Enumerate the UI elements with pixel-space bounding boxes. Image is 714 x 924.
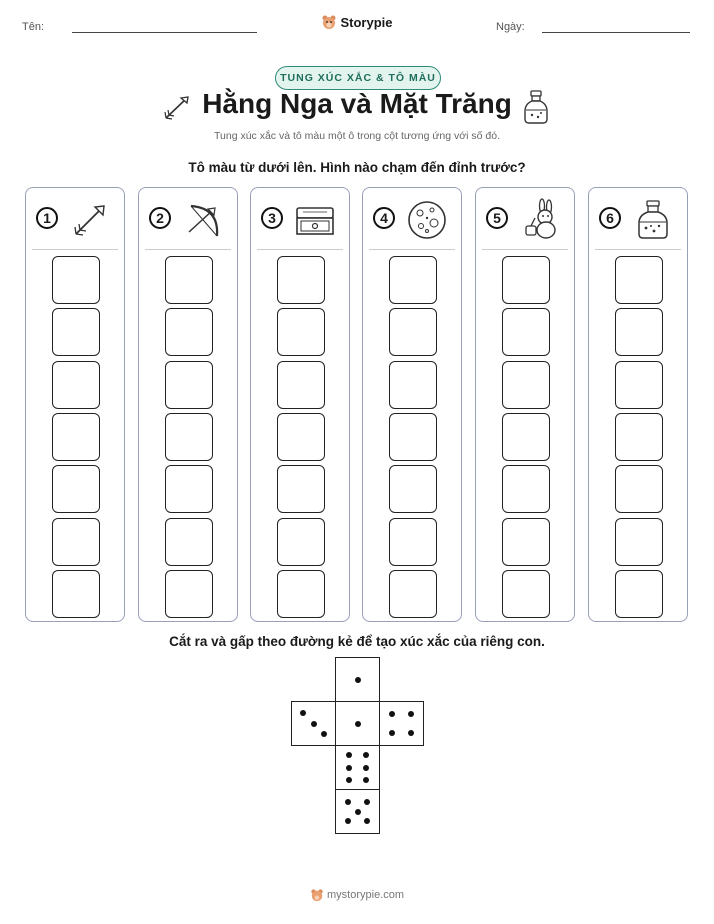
color-cell[interactable] (502, 308, 550, 356)
color-cell[interactable] (502, 361, 550, 409)
bear-logo-icon (321, 14, 337, 33)
color-cell[interactable] (615, 518, 663, 566)
color-cell[interactable] (615, 308, 663, 356)
column-3 (250, 187, 350, 622)
color-cell[interactable] (277, 361, 325, 409)
color-cell[interactable] (389, 361, 437, 409)
die-face (335, 745, 380, 790)
column-divider (595, 249, 681, 250)
brand-logo (0, 14, 714, 33)
color-cell[interactable] (502, 256, 550, 304)
die-face (335, 657, 380, 702)
die-pip (355, 677, 361, 683)
color-cell[interactable] (277, 518, 325, 566)
color-cell[interactable] (615, 465, 663, 513)
die-pip (363, 752, 369, 758)
name-label: Tên: (22, 21, 45, 33)
instruction-text: Tô màu từ dưới lên. Hình nào chạm đến đỉnh trước? (188, 160, 526, 175)
color-cell[interactable] (615, 361, 663, 409)
chest-icon (293, 198, 337, 242)
bow-icon (181, 198, 225, 242)
die-pip (364, 799, 370, 805)
column-number: 6 (599, 207, 621, 229)
color-cell[interactable] (389, 413, 437, 461)
die-pip (408, 730, 414, 736)
date-label: Ngày: (496, 21, 525, 33)
column-6 (588, 187, 688, 622)
column-divider (145, 249, 231, 250)
column-4 (362, 187, 462, 622)
color-cell[interactable] (52, 413, 100, 461)
rabbit-icon (518, 198, 562, 242)
die-pip (311, 721, 317, 727)
die-pip (345, 799, 351, 805)
die-pip (408, 711, 414, 717)
color-cell[interactable] (52, 570, 100, 618)
potion-icon (522, 89, 550, 125)
color-cell[interactable] (52, 465, 100, 513)
die-pip (300, 710, 306, 716)
page-subtitle: Tung xúc xắc và tô màu một ô trong cột tương ứng với số đó. (214, 130, 500, 142)
color-cell[interactable] (277, 570, 325, 618)
color-cell[interactable] (502, 570, 550, 618)
color-cell[interactable] (52, 518, 100, 566)
die-face (335, 789, 380, 834)
color-cell[interactable] (165, 413, 213, 461)
die-pip (389, 730, 395, 736)
color-cell[interactable] (277, 413, 325, 461)
die-face (335, 701, 380, 746)
color-cell[interactable] (165, 361, 213, 409)
color-cell[interactable] (502, 518, 550, 566)
activity-badge: TUNG XÚC XẮC & TÔ MÀU (275, 66, 441, 90)
color-cell[interactable] (52, 308, 100, 356)
die-face (379, 701, 424, 746)
die-pip (345, 818, 351, 824)
dice-instruction: Cắt ra và gấp theo đường kẻ để tạo xúc xắc của riêng con. (169, 634, 545, 649)
color-cell[interactable] (615, 413, 663, 461)
column-number: 4 (373, 207, 395, 229)
die-pip (321, 731, 327, 737)
die-pip (355, 809, 361, 815)
color-cell[interactable] (165, 308, 213, 356)
footer (0, 888, 714, 902)
moon-icon (405, 198, 449, 242)
arrow-icon (68, 198, 112, 242)
color-cell[interactable] (277, 308, 325, 356)
column-number: 3 (261, 207, 283, 229)
color-cell[interactable] (502, 465, 550, 513)
color-cell[interactable] (165, 570, 213, 618)
color-cell[interactable] (52, 256, 100, 304)
column-number: 1 (36, 207, 58, 229)
color-cell[interactable] (165, 518, 213, 566)
column-1 (25, 187, 125, 622)
column-number: 2 (149, 207, 171, 229)
brand-name: Storypie (340, 14, 393, 30)
column-divider (32, 249, 118, 250)
die-pip (355, 721, 361, 727)
die-pip (364, 818, 370, 824)
color-cell[interactable] (389, 570, 437, 618)
color-cell[interactable] (389, 518, 437, 566)
die-pip (363, 777, 369, 783)
color-cell[interactable] (165, 465, 213, 513)
color-cell[interactable] (389, 308, 437, 356)
column-5 (475, 187, 575, 622)
column-number: 5 (486, 207, 508, 229)
column-divider (369, 249, 455, 250)
footer-url: mystorypie.com (327, 888, 405, 901)
date-field-line[interactable] (542, 32, 690, 33)
color-cell[interactable] (277, 256, 325, 304)
bear-logo-icon (310, 889, 327, 901)
color-cell[interactable] (615, 570, 663, 618)
die-pip (346, 777, 352, 783)
column-divider (257, 249, 343, 250)
column-divider (482, 249, 568, 250)
color-cell[interactable] (615, 256, 663, 304)
die-face (291, 701, 336, 746)
die-pip (389, 711, 395, 717)
color-cell[interactable] (52, 361, 100, 409)
color-cell[interactable] (389, 256, 437, 304)
color-cell[interactable] (389, 465, 437, 513)
color-cell[interactable] (165, 256, 213, 304)
color-cell[interactable] (502, 413, 550, 461)
die-pip (346, 752, 352, 758)
die-pip (363, 765, 369, 771)
color-cell[interactable] (277, 465, 325, 513)
die-pip (346, 765, 352, 771)
page-title: Hằng Nga và Mặt Trăng (202, 88, 512, 119)
column-2 (138, 187, 238, 622)
potion-icon (631, 198, 675, 242)
